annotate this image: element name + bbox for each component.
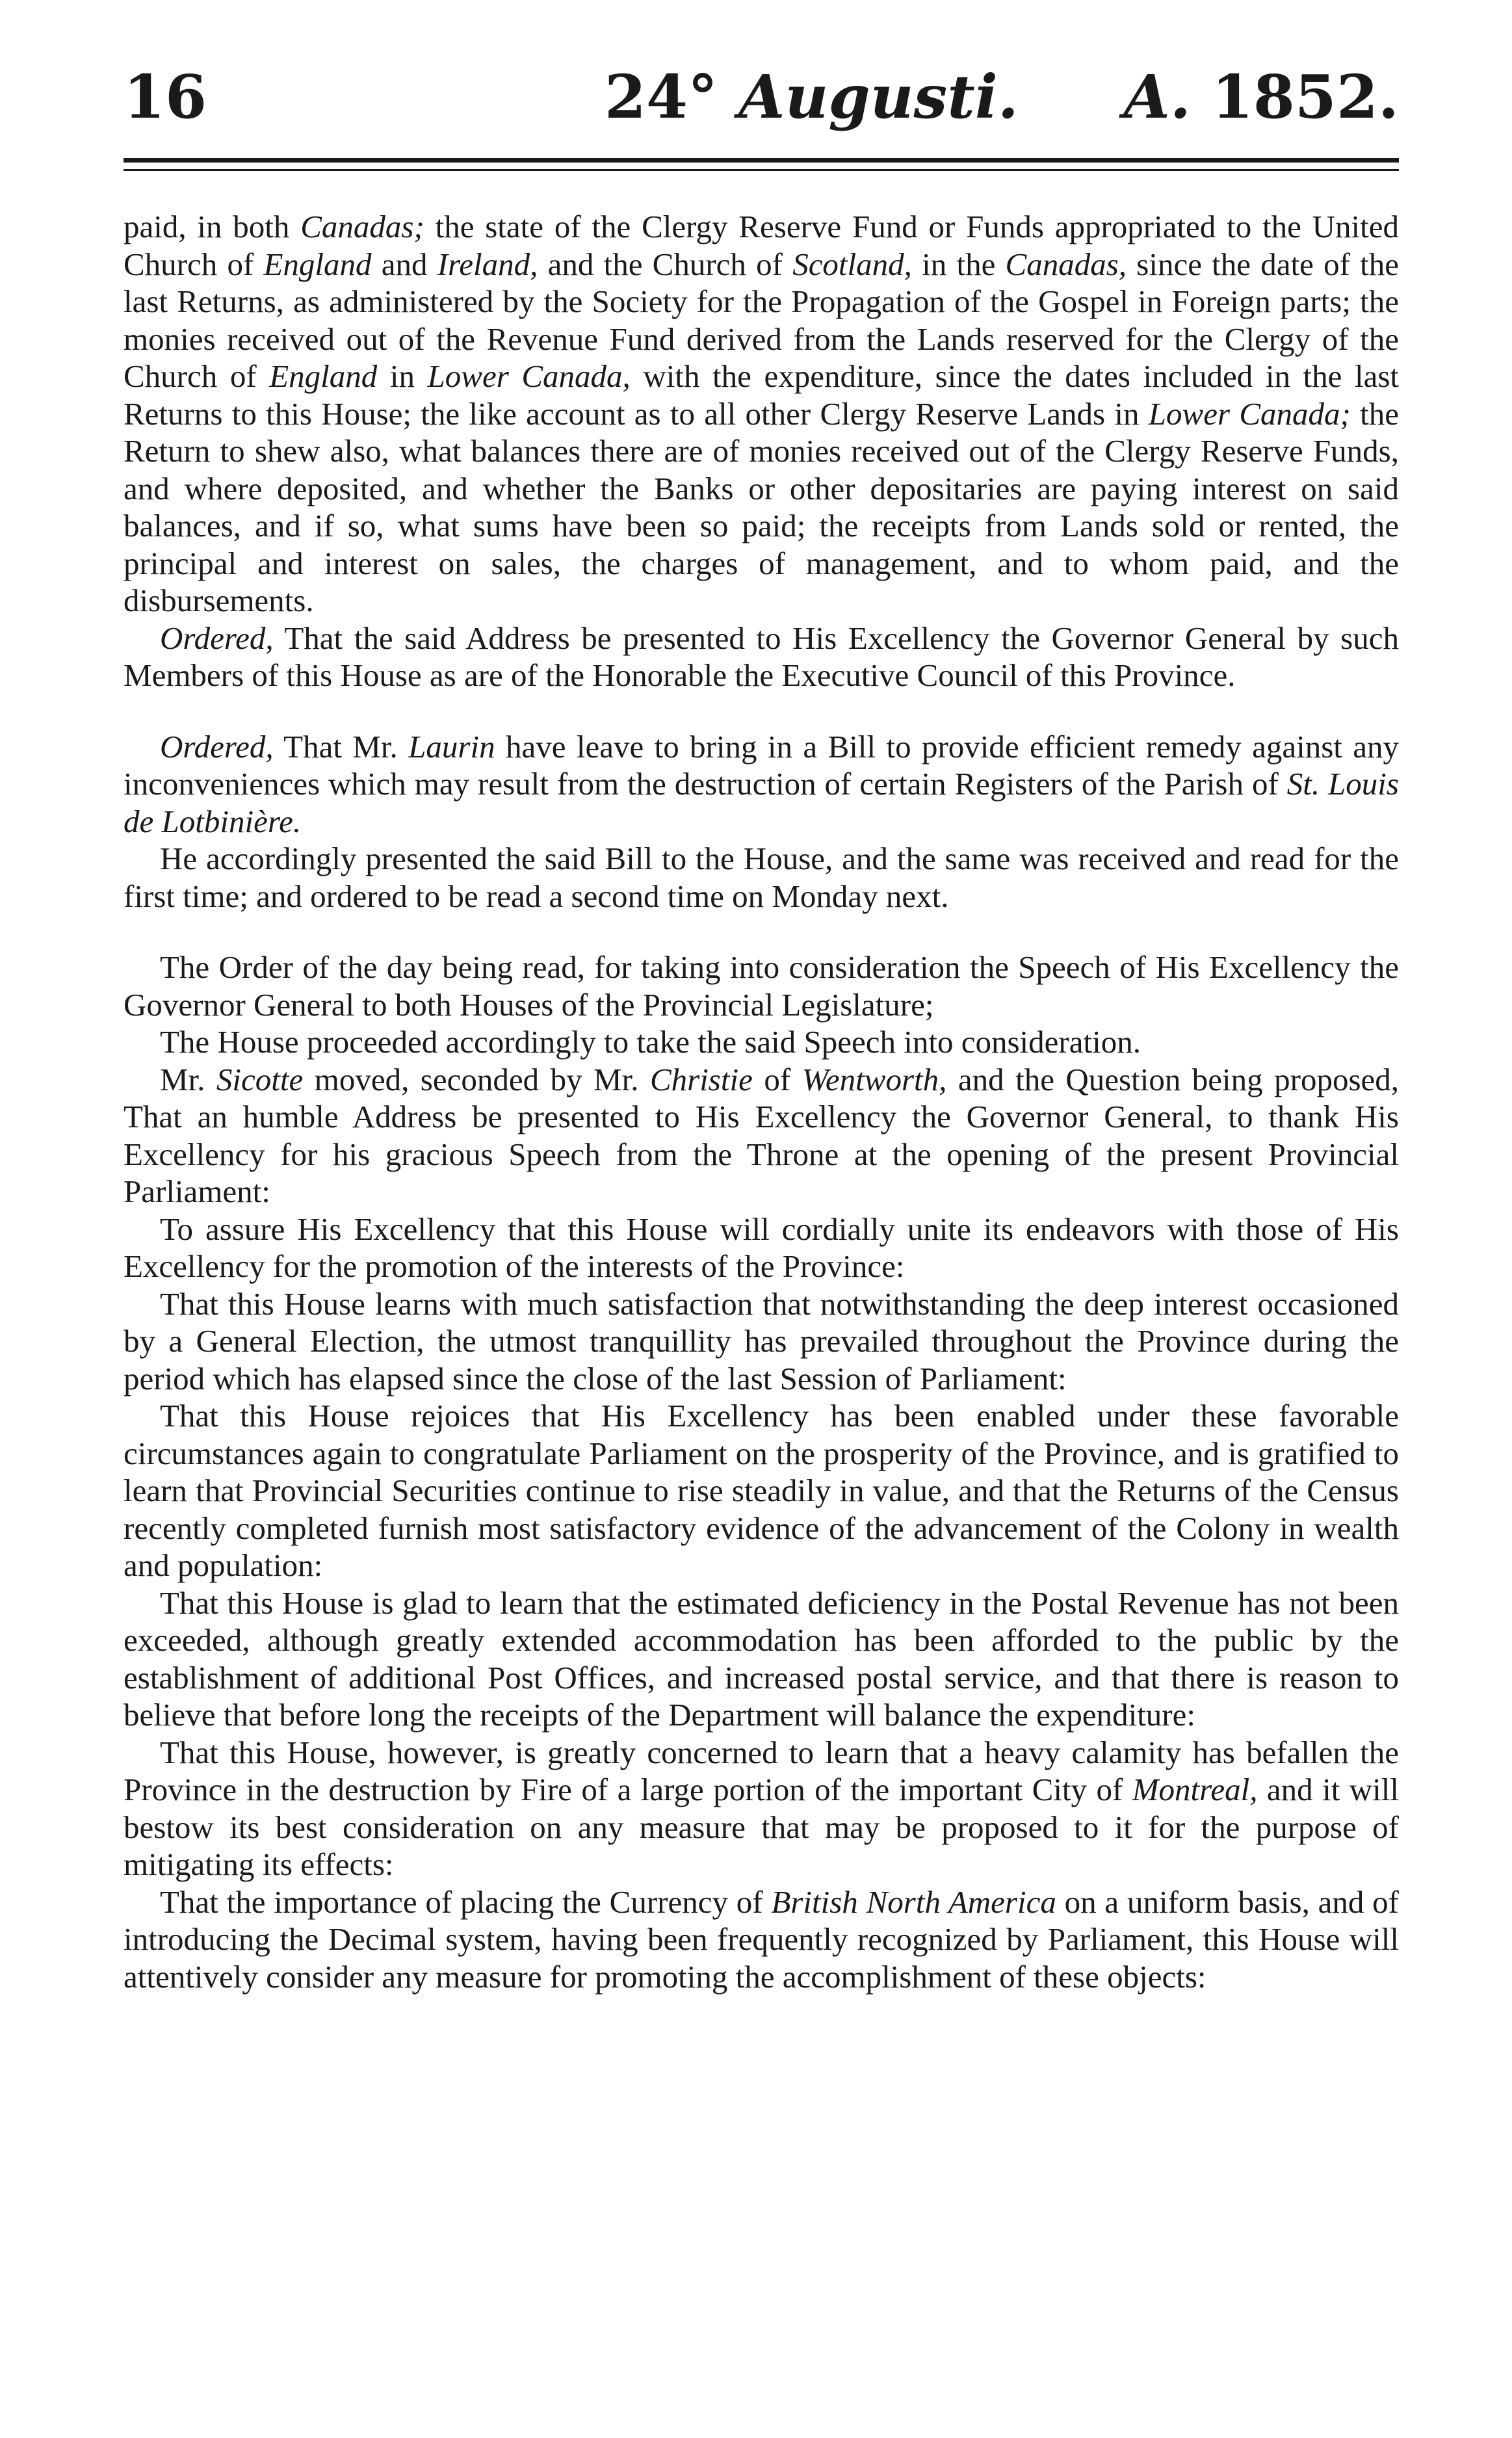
paragraph: The Order of the day being read, for taking into consideration the Speech of His Excellency the Governor General to both Houses of the Provincial Legislature; <box>124 949 1399 1023</box>
paragraph: The House proceeded accordingly to take the said Speech into consideration. <box>160 1024 1141 1060</box>
paragraph: That the importance of placing the Currency of British North America on a uniform basis, and of introducing the Decimal system, having been frequently recognized by Parliament, this House will attentively consider any measure for promoting the accomplishment of these objects: <box>124 1883 1399 1995</box>
paragraph: That this House learns with much satisfaction that notwithstanding the deep interest occasioned by a General Election, the utmost tranquillity has prevailed throughout the Province during the period which has elapsed since the close of the last Session of Parliament: <box>124 1285 1399 1396</box>
italic-run: St. Louis de Lotbinière. <box>124 766 1399 839</box>
header-rule-thin <box>124 169 1399 171</box>
italic-run: Sicotte <box>216 1061 304 1097</box>
italic-run: England <box>269 358 378 394</box>
header-year <box>1123 62 1399 132</box>
paragraph: To assure His Excellency that this House will cordially unite its endeavors with those of His Excellency for the promotion of the interests of the Province: <box>124 1211 1399 1284</box>
header-rule-thick <box>124 158 1399 163</box>
italic-run: Canadas, <box>1005 246 1127 282</box>
italic-run: Ordered, <box>160 620 274 656</box>
italic-run: England <box>263 246 372 282</box>
page-number: 16 <box>124 62 207 132</box>
paragraph: He accordingly presented the said Bill to the House, and the same was received and read for the first time; and ordered to be read a second time on Monday next. <box>124 841 1399 914</box>
paragraph: Ordered, That Mr. Laurin have leave to bring in a Bill to provide efficient remedy against any inconveniences which may result from the destruction of certain Registers of the Parish of St. Louis de Lotbinière. <box>124 728 1400 839</box>
date-month: Augusti. <box>738 62 1019 132</box>
date-day: 24° <box>605 62 718 132</box>
paragraph: paid, in both Canadas; the state of the Clergy Reserve Fund or Funds appropriated to the United Church of England and Ireland, and the Church of Scotland, in the Canadas, since the date of the last Returns, as administered by the Society for the Propagation of the Gospel in Foreign parts; the monies received out of the Revenue Fund derived from the Lands reserved for the Clergy of the Church of England in Lower Canada, with the expenditure, since the dates included in the last Returns to this House; the like account as to all other Clergy Reserve Lands in Lower Canada; the Return to shew also, what balances there are of monies received out of the Clergy Reserve Funds, and where deposited, and whether the Banks or other depositaries are paying interest on said balances, and if so, what sums have been so paid; the receipts from Lands sold or rented, the principal and interest on sales, the charges of management, and to whom paid, and the disbursements. <box>124 209 1400 618</box>
header-date <box>605 62 1019 132</box>
paragraph: That this House is glad to learn that the estimated deficiency in the Postal Revenue has not been exceeded, although greatly extended accommodation has been afforded to the public by the establishment of additional Post Offices, and increased postal service, and that there is reason to believe that before long the receipts of the Department will balance the expenditure: <box>124 1584 1399 1733</box>
italic-run: Laurin <box>408 728 495 765</box>
italic-run: British North America <box>771 1883 1056 1920</box>
year-value: 1852. <box>1211 62 1399 132</box>
italic-run: Ireland, <box>437 246 538 282</box>
italic-run: Montreal, <box>1132 1772 1258 1807</box>
italic-run: Wentworth, <box>802 1061 947 1097</box>
italic-run: Lower Canada, <box>427 358 631 394</box>
italic-run: Christie <box>649 1061 753 1097</box>
paragraph: That this House, however, is greatly concerned to learn that a heavy calamity has befallen the Province in the destruction by Fire of a large portion of the important City of Montreal, and it will bestow its best consideration on any measure that may be proposed to it for the purpose of mitigating its effects: <box>124 1734 1399 1882</box>
italic-run: Lower Canada; <box>1148 395 1351 432</box>
italic-run: Scotland, <box>792 246 912 282</box>
year-prefix: A. <box>1123 62 1191 132</box>
italic-run: Canadas; <box>300 209 424 244</box>
paragraph: Mr. Sicotte moved, seconded by Mr. Christie of Wentworth, and the Question being proposed, That an humble Address be presented to His Excellency the Governor General, to thank His Excellency for his gracious Speech from the Throne at the opening of the present Provincial Parliament: <box>124 1061 1400 1209</box>
page-header <box>124 62 1399 140</box>
paragraph: That this House rejoices that His Excellency has been enabled under these favorable circumstances again to congratulate Parliament on the prosperity of the Province, and is gratified to learn that Provincial Securities continue to rise steadily in value, and that the Returns of the Census recently completed furnish most satisfactory evidence of the advancement of the Colony in wealth and population: <box>124 1398 1399 1583</box>
paragraph: Ordered, That the said Address be presented to His Excellency the Governor General by such Members of this House as are of the Honorable the Executive Council of this Province. <box>124 620 1399 693</box>
body-text <box>124 208 1399 1995</box>
italic-run: Ordered, <box>160 728 274 765</box>
